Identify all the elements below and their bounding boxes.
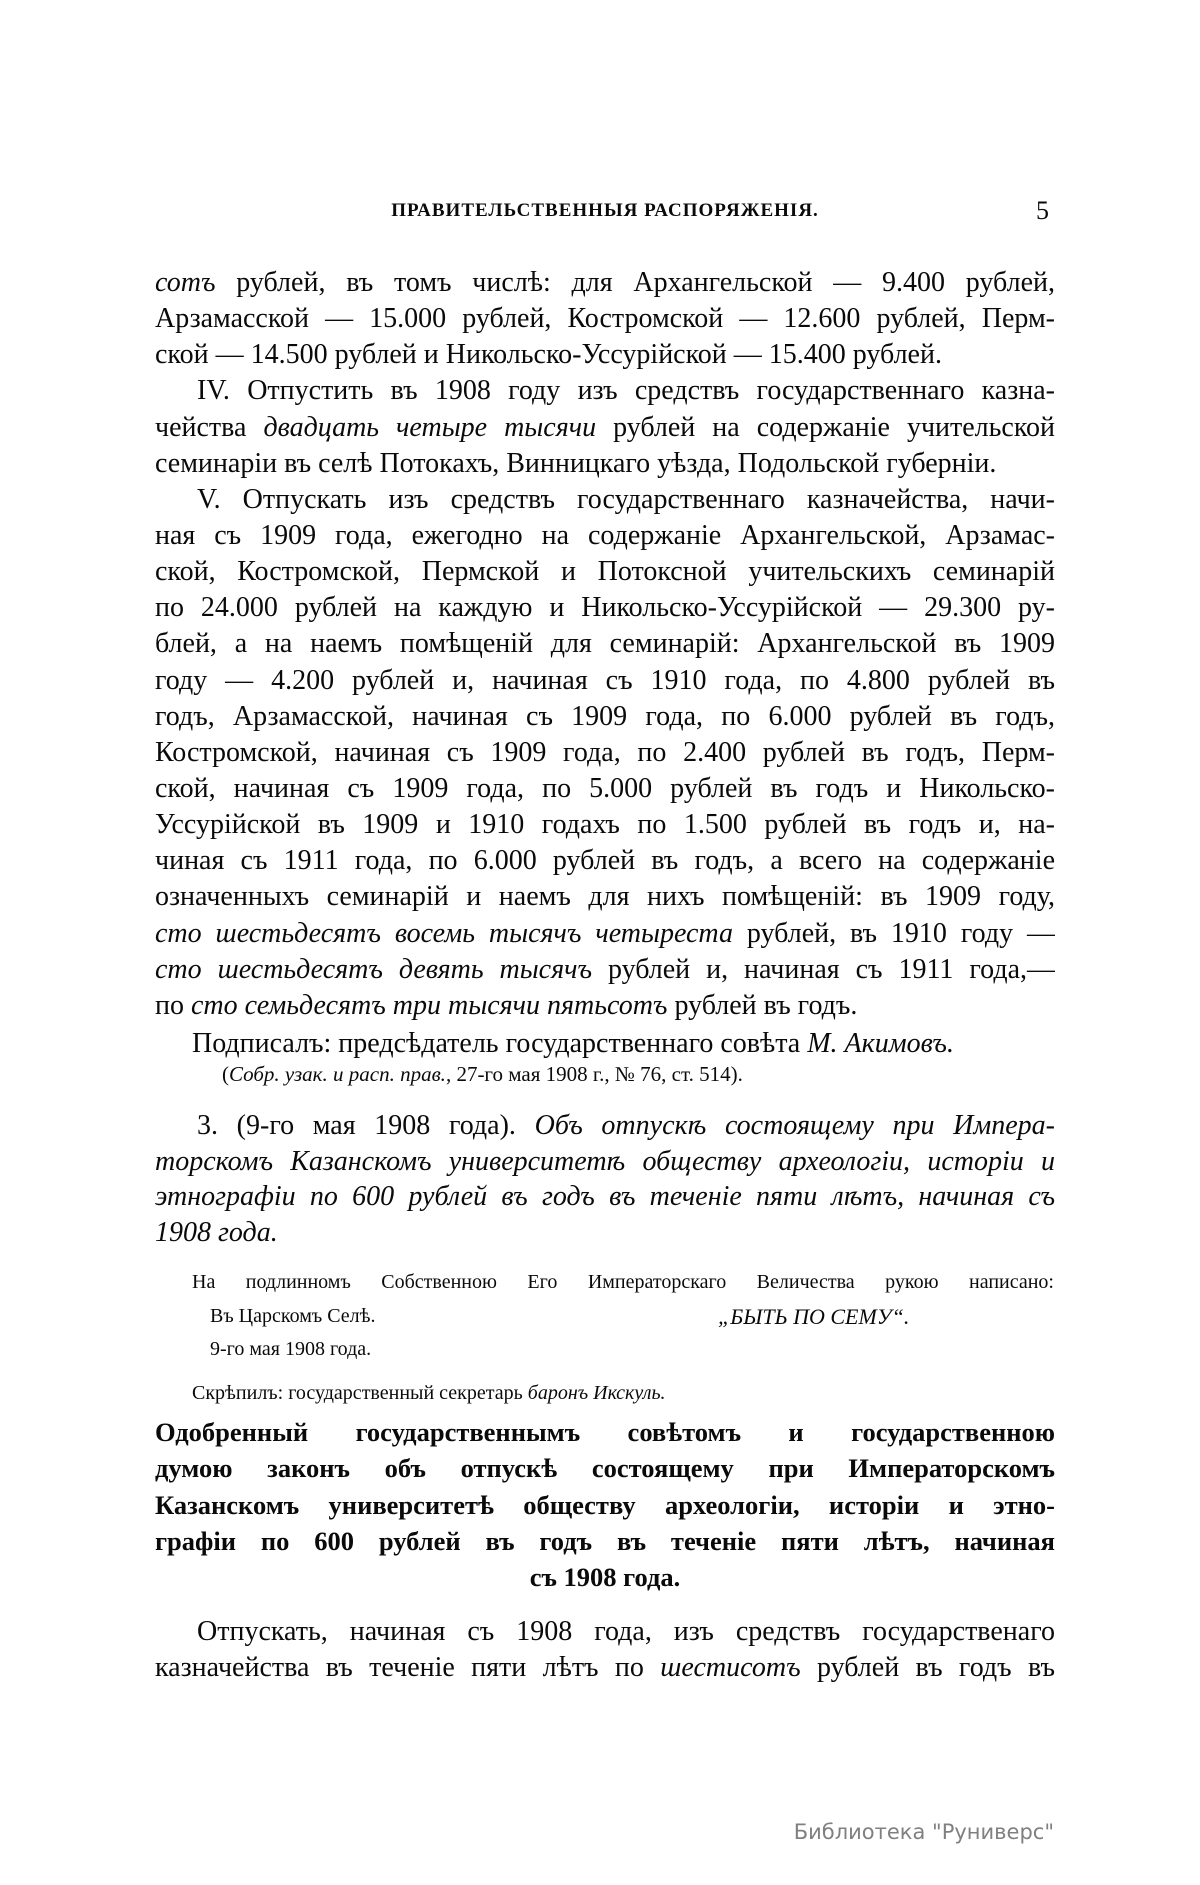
item-3-title-line (155, 1144, 1055, 1180)
text-segment: семинаріи въ селѣ Потокахъ, Винницкаго уѣзда, Подольской губерніи. (155, 447, 997, 479)
text-segment: съ 1908 года. (529, 1562, 681, 1593)
italic-text: двадцать четыре тысячи (263, 411, 597, 443)
text-segment: Уссурійской въ 1909 и 1910 годахъ по 1.500 рублей въ годъ и, на- (155, 809, 1055, 841)
law-text (155, 1614, 1055, 1686)
library-watermark: Библиотека "Руниверс" (793, 1820, 1054, 1844)
text-line (155, 843, 1055, 879)
item-3 (155, 1108, 1055, 1250)
text-line (155, 771, 1055, 807)
page-number: 5 (1036, 196, 1049, 225)
law-title-line (155, 1523, 1055, 1559)
text-segment: рублей на содержаніе учительской (596, 411, 1055, 443)
text-segment: IV. Отпустить въ 1908 году изъ средствъ государственнаго казна- (197, 375, 1055, 407)
text-segment: , 27-го мая 1908 г., № 76, ст. 514). (445, 1062, 743, 1086)
italic-text: М. Акимовъ. (807, 1028, 954, 1059)
italic-text: баронъ Икскуль. (527, 1382, 666, 1404)
text-segment: по (155, 989, 191, 1021)
citation (222, 1060, 1022, 1088)
italic-text: Объ отпускѣ состоящему при Импера- (534, 1110, 1055, 1141)
text-segment: блей, а на наемъ помѣщеній для семинарій: Архангельской въ 1909 (155, 628, 1055, 660)
endorsement-place-row (192, 1300, 1054, 1334)
text-segment: думою законъ объ отпускѣ состоящему при Императорскомъ (155, 1453, 1055, 1484)
text-line (155, 410, 1055, 446)
law-title (155, 1414, 1055, 1595)
text-segment: означенныхъ семинарій и наемъ для нихъ помѣщеній: въ 1909 году, (155, 881, 1055, 913)
text-line (155, 663, 1055, 699)
section-v-start (155, 482, 1055, 518)
text-line (155, 916, 1055, 952)
text-line (155, 735, 1055, 771)
endorsement-date-row (192, 1333, 1054, 1367)
text-line (155, 446, 1055, 482)
text-segment: 3. (9-го мая 1908 года). (197, 1110, 535, 1141)
signature-line (192, 1026, 1054, 1062)
text-segment: ской, начиная съ 1909 года, по 5.000 рублей въ годъ и Никольско- (155, 772, 1055, 804)
section-iv-start (155, 373, 1055, 409)
text-line (155, 952, 1055, 988)
text-segment: рублей, въ томъ числѣ: для Архангельской — 9.400 рублей, (215, 267, 1055, 298)
endorsement-resolution: „БЫТЬ ПО СЕМУ“. (718, 1303, 910, 1329)
item-3-title-line (155, 1179, 1055, 1215)
text-segment: чиная съ 1911 года, по 6.000 рублей въ годъ, а всего на содержаніе (155, 845, 1055, 877)
text-line (155, 337, 1055, 373)
text-segment: ской, Костромской, Пермской и Потоксной учительскихъ семинарій (155, 556, 1055, 588)
text-line (155, 1614, 1055, 1650)
text-segment: рублей и, начиная съ 1911 года,— (592, 953, 1055, 985)
law-title-line (155, 1559, 1055, 1595)
italic-text: шестисотъ (660, 1652, 801, 1683)
text-segment: Отпускать, начиная съ 1908 года, изъ средствъ государственаго (197, 1616, 1055, 1647)
text-line (155, 988, 1055, 1024)
text-line (155, 1650, 1055, 1686)
countersignature (192, 1378, 1054, 1408)
text-line (155, 518, 1055, 554)
text-segment: ная съ 1909 года, ежегодно на содержаніе Архангельской, Арзамас- (155, 519, 1055, 551)
italic-text: 1908 года. (155, 1216, 278, 1248)
italic-text: сто семьдесятъ три тысячи пятьсотъ (190, 989, 668, 1021)
endorsement-date: 9-го мая 1908 года. (210, 1338, 372, 1360)
text-line (155, 590, 1055, 626)
countersign-line (192, 1378, 1054, 1408)
running-header-title: ПРАВИТЕЛЬСТВЕННЫЯ РАСПОРЯЖЕНІЯ. (391, 200, 819, 221)
main-text (155, 265, 1055, 1024)
text-line (155, 699, 1055, 735)
text-segment: Скрѣпилъ: государственный секретарь (192, 1382, 528, 1404)
text-segment: ( (222, 1062, 229, 1086)
text-segment: казначейства въ теченіе пяти лѣтъ по (155, 1652, 661, 1683)
item-3-title-line (155, 1215, 1055, 1251)
imperial-endorsement (192, 1266, 1054, 1367)
law-title-line (155, 1487, 1055, 1523)
signature (192, 1026, 1054, 1062)
law-title-line (155, 1414, 1055, 1450)
text-segment: рублей въ годъ. (667, 989, 858, 1021)
text-segment: Казанскомъ университетѣ обществу археологіи, исторіи и этно- (155, 1489, 1055, 1520)
law-title-line (155, 1450, 1055, 1486)
endorsement-place: Въ Царскомъ Селѣ. (210, 1304, 376, 1327)
text-line (155, 301, 1055, 337)
text-segment: ской — 14.500 рублей и Никольско-Уссурійской — 15.400 рублей. (155, 339, 942, 371)
text-segment: графіи по 600 рублей въ годъ въ теченіе пяти лѣтъ, начиная (155, 1525, 1055, 1556)
text-segment: V. Отпускать изъ средствъ государственнаго казначейства, начи- (197, 483, 1055, 515)
text-segment: по 24.000 рублей на каждую и Никольско-Уссурійской — 29.300 ру- (155, 592, 1055, 624)
text-segment: рублей, въ 1910 году — (733, 917, 1055, 949)
italic-text: Собр. узак. и расп. прав. (229, 1062, 446, 1086)
text-segment: Подписалъ: предсѣдатель государственнаго совѣта (192, 1028, 808, 1059)
text-segment: рублей въ годъ въ (800, 1652, 1055, 1683)
italic-text: этнографіи по 600 рублей въ годъ въ теченіе пяти лѣтъ, начиная съ (155, 1181, 1055, 1212)
italic-text: сто шестьдесятъ восемь тысячъ четыреста (155, 917, 733, 949)
running-header (155, 196, 1055, 230)
text-segment: году — 4.200 рублей и, начиная съ 1910 года, по 4.800 рублей въ (155, 664, 1055, 696)
citation-line (222, 1060, 1022, 1088)
text-segment: Костромской, начиная съ 1909 года, по 2.400 рублей въ годъ, Перм- (155, 736, 1055, 768)
text-line (155, 807, 1055, 843)
item-3-title-line (155, 1108, 1055, 1144)
text-segment: Арзамасской — 15.000 рублей, Костромской — 12.600 рублей, Перм- (155, 303, 1055, 335)
text-line (155, 626, 1055, 662)
text-line (155, 554, 1055, 590)
text-segment: чейства (155, 411, 264, 443)
text-segment: Одобренный государственнымъ совѣтомъ и государственною (155, 1417, 1055, 1447)
text-segment: годъ, Арзамасской, начиная съ 1909 года, по 6.000 рублей въ годъ, (155, 700, 1055, 732)
endorsement-line: На подлинномъ Собственною Его Императорскаго Величества рукою написано: (192, 1271, 1054, 1293)
text-line (155, 265, 1055, 301)
italic-text: торскомъ Казанскомъ университетѣ обществу археологіи, исторіи и (155, 1145, 1055, 1177)
italic-text: сотъ (155, 267, 216, 298)
text-line (155, 879, 1055, 915)
italic-text: сто шестьдесятъ девять тысячъ (155, 953, 593, 985)
